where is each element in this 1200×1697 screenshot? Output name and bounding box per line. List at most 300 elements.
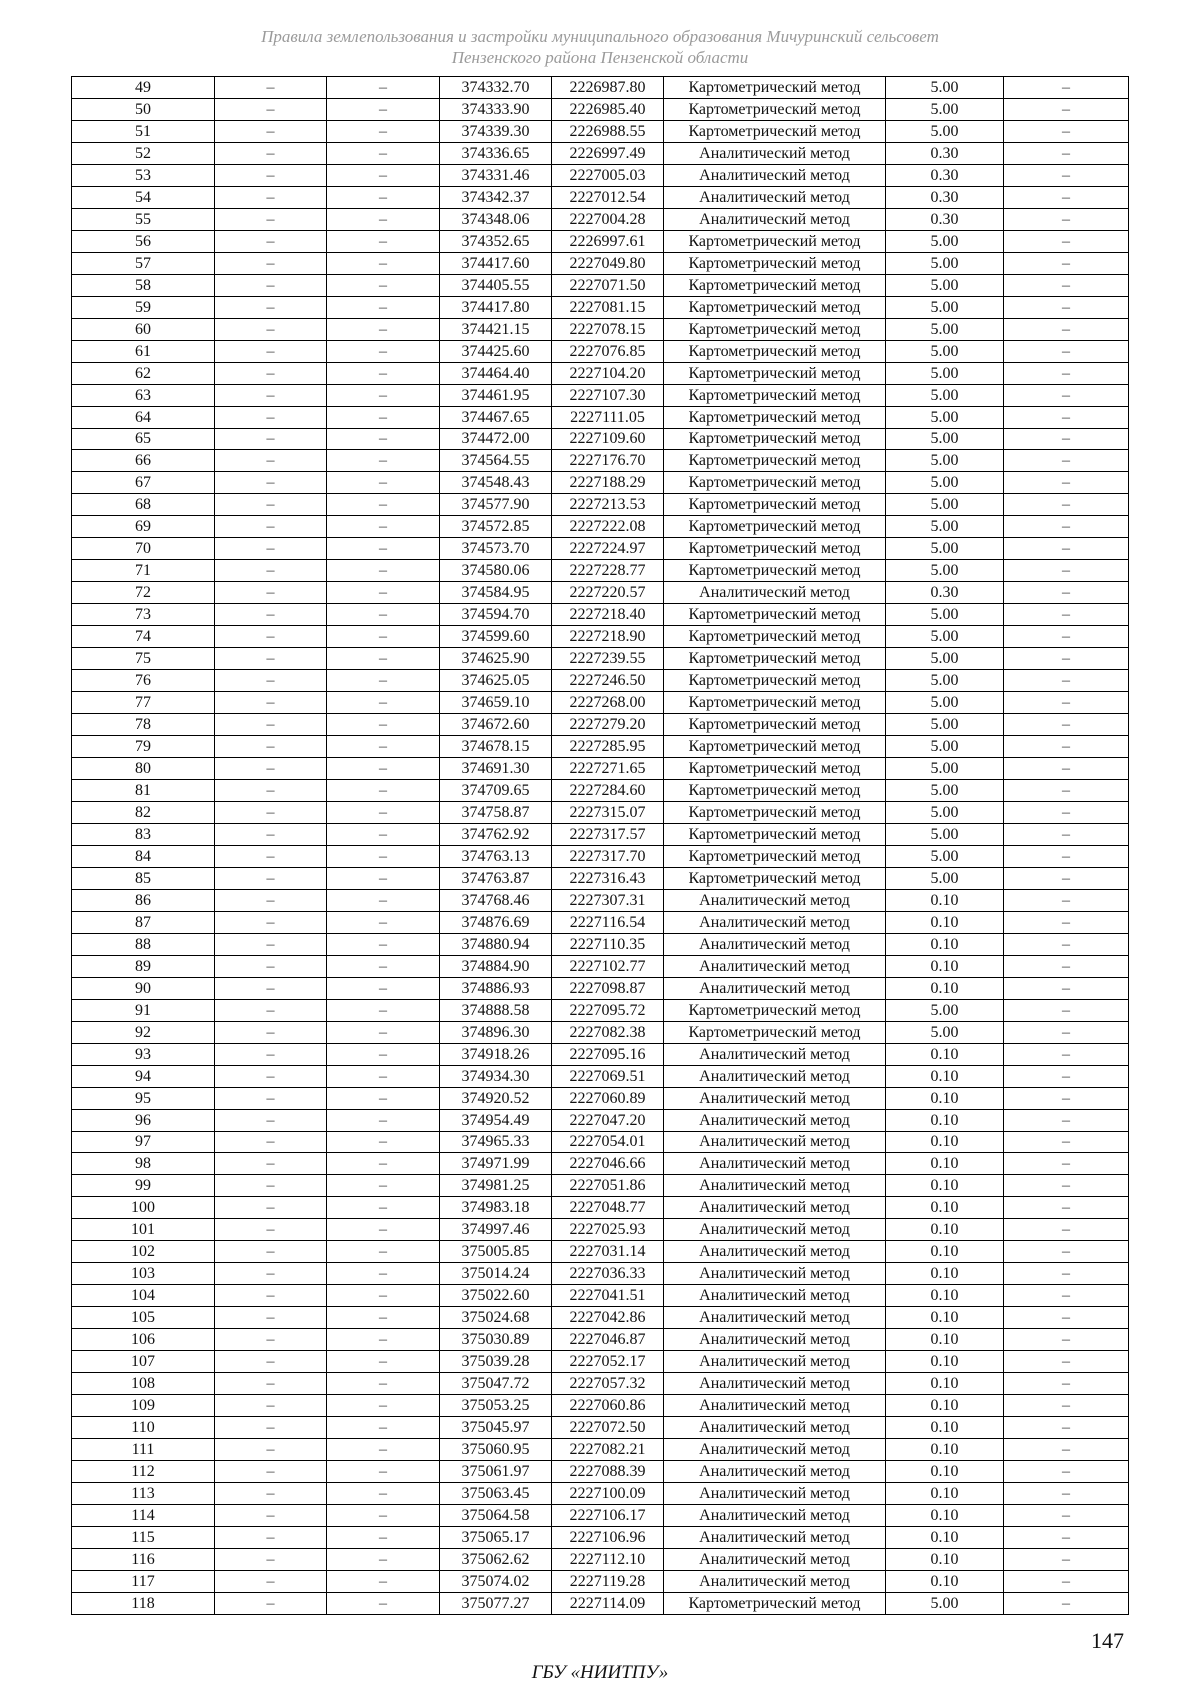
accuracy-cell: 0.10 [886,1109,1004,1131]
table-row [72,582,1129,604]
empty-cell: – [215,1570,327,1592]
point-number-cell: 79 [72,736,215,758]
empty-cell: – [327,406,440,428]
point-number-cell: 80 [72,758,215,780]
empty-cell: – [1004,208,1129,230]
y-coordinate-cell: 2227036.33 [552,1263,664,1285]
point-number-cell: 69 [72,516,215,538]
accuracy-cell: 0.10 [886,1263,1004,1285]
table-row [72,1329,1129,1351]
method-cell: Аналитический метод [664,1285,886,1307]
table-row [72,1021,1129,1043]
method-cell: Аналитический метод [664,1153,886,1175]
empty-cell: – [1004,1417,1129,1439]
y-coordinate-cell: 2227106.96 [552,1526,664,1548]
table-row [72,692,1129,714]
accuracy-cell: 0.30 [886,164,1004,186]
point-number-cell: 49 [72,77,215,99]
table-row [72,1219,1129,1241]
point-number-cell: 117 [72,1570,215,1592]
point-number-cell: 70 [72,538,215,560]
table-row [72,274,1129,296]
empty-cell: – [215,1461,327,1483]
empty-cell: – [327,780,440,802]
empty-cell: – [215,933,327,955]
empty-cell: – [215,472,327,494]
point-number-cell: 81 [72,780,215,802]
y-coordinate-cell: 2227069.51 [552,1065,664,1087]
empty-cell: – [1004,867,1129,889]
table-row [72,252,1129,274]
empty-cell: – [327,142,440,164]
point-number-cell: 52 [72,142,215,164]
x-coordinate-cell: 374762.92 [440,823,552,845]
y-coordinate-cell: 2227041.51 [552,1285,664,1307]
empty-cell: – [1004,1021,1129,1043]
empty-cell: – [215,1592,327,1614]
table-row [72,230,1129,252]
y-coordinate-cell: 2226987.80 [552,77,664,99]
empty-cell: – [215,955,327,977]
empty-cell: – [327,692,440,714]
point-number-cell: 68 [72,494,215,516]
method-cell: Картометрический метод [664,538,886,560]
point-number-cell: 60 [72,318,215,340]
method-cell: Картометрический метод [664,999,886,1021]
accuracy-cell: 0.10 [886,955,1004,977]
table-row [72,1109,1129,1131]
x-coordinate-cell: 374884.90 [440,955,552,977]
empty-cell: – [327,1395,440,1417]
x-coordinate-cell: 374573.70 [440,538,552,560]
accuracy-cell: 5.00 [886,274,1004,296]
empty-cell: – [215,142,327,164]
table-row [72,1153,1129,1175]
y-coordinate-cell: 2227057.32 [552,1373,664,1395]
point-number-cell: 53 [72,164,215,186]
method-cell: Аналитический метод [664,186,886,208]
y-coordinate-cell: 2227307.31 [552,889,664,911]
empty-cell: – [215,604,327,626]
y-coordinate-cell: 2227052.17 [552,1351,664,1373]
x-coordinate-cell: 374981.25 [440,1175,552,1197]
method-cell: Картометрический метод [664,648,886,670]
method-cell: Картометрический метод [664,670,886,692]
method-cell: Аналитический метод [664,1175,886,1197]
empty-cell: – [327,1351,440,1373]
empty-cell: – [327,428,440,450]
accuracy-cell: 5.00 [886,77,1004,99]
accuracy-cell: 0.10 [886,1439,1004,1461]
accuracy-cell: 0.10 [886,977,1004,999]
x-coordinate-cell: 375061.97 [440,1461,552,1483]
x-coordinate-cell: 375022.60 [440,1285,552,1307]
empty-cell: – [327,120,440,142]
method-cell: Аналитический метод [664,1087,886,1109]
x-coordinate-cell: 374577.90 [440,494,552,516]
accuracy-cell: 0.10 [886,1329,1004,1351]
page-footer: ГБУ «НИИТПУ» [531,1662,669,1683]
empty-cell: – [215,384,327,406]
accuracy-cell: 0.10 [886,933,1004,955]
table-row [72,1570,1129,1592]
x-coordinate-cell: 374625.05 [440,670,552,692]
empty-cell: – [1004,933,1129,955]
point-number-cell: 51 [72,120,215,142]
accuracy-cell: 5.00 [886,450,1004,472]
y-coordinate-cell: 2227102.77 [552,955,664,977]
empty-cell: – [215,164,327,186]
y-coordinate-cell: 2227048.77 [552,1197,664,1219]
x-coordinate-cell: 374584.95 [440,582,552,604]
empty-cell: – [327,1526,440,1548]
empty-cell: – [215,208,327,230]
point-number-cell: 73 [72,604,215,626]
method-cell: Картометрический метод [664,516,886,538]
x-coordinate-cell: 374348.06 [440,208,552,230]
accuracy-cell: 0.10 [886,911,1004,933]
table-row [72,1043,1129,1065]
x-coordinate-cell: 375077.27 [440,1592,552,1614]
empty-cell: – [1004,714,1129,736]
y-coordinate-cell: 2226988.55 [552,120,664,142]
table-row [72,164,1129,186]
y-coordinate-cell: 2227285.95 [552,736,664,758]
accuracy-cell: 0.10 [886,1307,1004,1329]
y-coordinate-cell: 2227012.54 [552,186,664,208]
table-row [72,516,1129,538]
table-row [72,911,1129,933]
table-body [72,77,1129,1615]
accuracy-cell: 5.00 [886,230,1004,252]
method-cell: Аналитический метод [664,1439,886,1461]
table-row [72,648,1129,670]
empty-cell: – [327,1307,440,1329]
empty-cell: – [215,823,327,845]
x-coordinate-cell: 374594.70 [440,604,552,626]
empty-cell: – [1004,1483,1129,1505]
x-coordinate-cell: 374405.55 [440,274,552,296]
x-coordinate-cell: 374417.60 [440,252,552,274]
empty-cell: – [215,274,327,296]
method-cell: Картометрический метод [664,450,886,472]
empty-cell: – [327,450,440,472]
empty-cell: – [215,560,327,582]
empty-cell: – [1004,406,1129,428]
method-cell: Аналитический метод [664,1526,886,1548]
y-coordinate-cell: 2227098.87 [552,977,664,999]
x-coordinate-cell: 374342.37 [440,186,552,208]
x-coordinate-cell: 374352.65 [440,230,552,252]
empty-cell: – [1004,230,1129,252]
point-number-cell: 108 [72,1373,215,1395]
accuracy-cell: 0.30 [886,208,1004,230]
method-cell: Картометрический метод [664,252,886,274]
empty-cell: – [1004,538,1129,560]
point-number-cell: 89 [72,955,215,977]
point-number-cell: 116 [72,1548,215,1570]
empty-cell: – [327,1241,440,1263]
empty-cell: – [1004,318,1129,340]
empty-cell: – [327,77,440,99]
method-cell: Аналитический метод [664,1329,886,1351]
empty-cell: – [327,801,440,823]
empty-cell: – [215,1263,327,1285]
accuracy-cell: 5.00 [886,362,1004,384]
empty-cell: – [327,604,440,626]
point-number-cell: 99 [72,1175,215,1197]
method-cell: Аналитический метод [664,1131,886,1153]
empty-cell: – [1004,1548,1129,1570]
accuracy-cell: 5.00 [886,758,1004,780]
empty-cell: – [327,384,440,406]
accuracy-cell: 0.30 [886,142,1004,164]
method-cell: Картометрический метод [664,780,886,802]
accuracy-cell: 0.10 [886,1131,1004,1153]
table-row [72,362,1129,384]
empty-cell: – [1004,780,1129,802]
table-row [72,714,1129,736]
point-number-cell: 91 [72,999,215,1021]
empty-cell: – [1004,1219,1129,1241]
accuracy-cell: 5.00 [886,736,1004,758]
empty-cell: – [1004,274,1129,296]
table-row [72,428,1129,450]
x-coordinate-cell: 374332.70 [440,77,552,99]
x-coordinate-cell: 374709.65 [440,780,552,802]
accuracy-cell: 0.10 [886,1504,1004,1526]
empty-cell: – [1004,1131,1129,1153]
empty-cell: – [215,186,327,208]
empty-cell: – [215,494,327,516]
empty-cell: – [327,626,440,648]
empty-cell: – [327,98,440,120]
method-cell: Аналитический метод [664,1373,886,1395]
y-coordinate-cell: 2227224.97 [552,538,664,560]
empty-cell: – [327,1570,440,1592]
empty-cell: – [1004,1087,1129,1109]
point-number-cell: 98 [72,1153,215,1175]
x-coordinate-cell: 375014.24 [440,1263,552,1285]
accuracy-cell: 0.10 [886,1197,1004,1219]
point-number-cell: 82 [72,801,215,823]
empty-cell: – [327,252,440,274]
table-row [72,670,1129,692]
method-cell: Аналитический метод [664,1065,886,1087]
method-cell: Картометрический метод [664,472,886,494]
table-row [72,560,1129,582]
table-row [72,1263,1129,1285]
empty-cell: – [215,1153,327,1175]
y-coordinate-cell: 2227095.72 [552,999,664,1021]
y-coordinate-cell: 2227046.66 [552,1153,664,1175]
accuracy-cell: 5.00 [886,494,1004,516]
empty-cell: – [215,780,327,802]
point-number-cell: 50 [72,98,215,120]
empty-cell: – [327,1219,440,1241]
empty-cell: – [1004,1065,1129,1087]
x-coordinate-cell: 375030.89 [440,1329,552,1351]
method-cell: Аналитический метод [664,1263,886,1285]
point-number-cell: 59 [72,296,215,318]
accuracy-cell: 0.10 [886,1395,1004,1417]
y-coordinate-cell: 2227109.60 [552,428,664,450]
empty-cell: – [327,823,440,845]
accuracy-cell: 5.00 [886,780,1004,802]
point-number-cell: 114 [72,1504,215,1526]
accuracy-cell: 5.00 [886,1021,1004,1043]
table-row [72,758,1129,780]
x-coordinate-cell: 374758.87 [440,801,552,823]
empty-cell: – [215,1219,327,1241]
accuracy-cell: 5.00 [886,428,1004,450]
empty-cell: – [1004,648,1129,670]
empty-cell: – [1004,98,1129,120]
method-cell: Картометрический метод [664,801,886,823]
point-number-cell: 102 [72,1241,215,1263]
table-row [72,933,1129,955]
y-coordinate-cell: 2227222.08 [552,516,664,538]
empty-cell: – [1004,758,1129,780]
empty-cell: – [1004,977,1129,999]
point-number-cell: 107 [72,1351,215,1373]
y-coordinate-cell: 2227054.01 [552,1131,664,1153]
x-coordinate-cell: 374920.52 [440,1087,552,1109]
point-number-cell: 65 [72,428,215,450]
empty-cell: – [1004,1439,1129,1461]
point-number-cell: 66 [72,450,215,472]
method-cell: Картометрический метод [664,318,886,340]
y-coordinate-cell: 2227082.38 [552,1021,664,1043]
accuracy-cell: 5.00 [886,999,1004,1021]
y-coordinate-cell: 2227047.20 [552,1109,664,1131]
accuracy-cell: 5.00 [886,252,1004,274]
empty-cell: – [215,977,327,999]
table-row [72,1373,1129,1395]
y-coordinate-cell: 2227088.39 [552,1461,664,1483]
accuracy-cell: 5.00 [886,384,1004,406]
empty-cell: – [1004,1504,1129,1526]
method-cell: Аналитический метод [664,1483,886,1505]
empty-cell: – [327,472,440,494]
empty-cell: – [1004,164,1129,186]
x-coordinate-cell: 374461.95 [440,384,552,406]
empty-cell: – [327,933,440,955]
method-cell: Аналитический метод [664,142,886,164]
x-coordinate-cell: 374599.60 [440,626,552,648]
table-row [72,1241,1129,1263]
empty-cell: – [1004,1570,1129,1592]
x-coordinate-cell: 374876.69 [440,911,552,933]
accuracy-cell: 5.00 [886,406,1004,428]
empty-cell: – [1004,889,1129,911]
accuracy-cell: 0.10 [886,889,1004,911]
method-cell: Аналитический метод [664,1395,886,1417]
x-coordinate-cell: 374333.90 [440,98,552,120]
empty-cell: – [215,98,327,120]
y-coordinate-cell: 2227119.28 [552,1570,664,1592]
empty-cell: – [215,867,327,889]
empty-cell: – [215,801,327,823]
x-coordinate-cell: 374672.60 [440,714,552,736]
x-coordinate-cell: 374472.00 [440,428,552,450]
y-coordinate-cell: 2227317.57 [552,823,664,845]
table-row [72,626,1129,648]
point-number-cell: 75 [72,648,215,670]
empty-cell: – [215,626,327,648]
method-cell: Картометрический метод [664,758,886,780]
empty-cell: – [1004,1109,1129,1131]
method-cell: Картометрический метод [664,77,886,99]
method-cell: Картометрический метод [664,362,886,384]
empty-cell: – [215,120,327,142]
y-coordinate-cell: 2227114.09 [552,1592,664,1614]
empty-cell: – [327,1131,440,1153]
empty-cell: – [1004,1285,1129,1307]
accuracy-cell: 0.10 [886,1219,1004,1241]
y-coordinate-cell: 2227046.87 [552,1329,664,1351]
method-cell: Аналитический метод [664,933,886,955]
table-row [72,780,1129,802]
running-header [150,26,1050,68]
x-coordinate-cell: 375039.28 [440,1351,552,1373]
accuracy-cell: 0.10 [886,1461,1004,1483]
method-cell: Аналитический метод [664,1109,886,1131]
accuracy-cell: 5.00 [886,1592,1004,1614]
method-cell: Аналитический метод [664,911,886,933]
y-coordinate-cell: 2227213.53 [552,494,664,516]
method-cell: Картометрический метод [664,1021,886,1043]
point-number-cell: 93 [72,1043,215,1065]
empty-cell: – [327,516,440,538]
y-coordinate-cell: 2227104.20 [552,362,664,384]
table-row [72,472,1129,494]
y-coordinate-cell: 2227316.43 [552,867,664,889]
table-row [72,340,1129,362]
empty-cell: – [327,538,440,560]
x-coordinate-cell: 374886.93 [440,977,552,999]
empty-cell: – [327,1197,440,1219]
table-row [72,1285,1129,1307]
empty-cell: – [327,1043,440,1065]
empty-cell: – [327,230,440,252]
empty-cell: – [215,736,327,758]
point-number-cell: 87 [72,911,215,933]
empty-cell: – [215,582,327,604]
table-row [72,186,1129,208]
table-row [72,1417,1129,1439]
x-coordinate-cell: 375024.68 [440,1307,552,1329]
x-coordinate-cell: 374625.90 [440,648,552,670]
empty-cell: – [215,845,327,867]
empty-cell: – [1004,604,1129,626]
empty-cell: – [327,560,440,582]
empty-cell: – [327,494,440,516]
empty-cell: – [327,186,440,208]
accuracy-cell: 0.10 [886,1483,1004,1505]
point-number-cell: 57 [72,252,215,274]
x-coordinate-cell: 374768.46 [440,889,552,911]
empty-cell: – [327,758,440,780]
empty-cell: – [215,714,327,736]
y-coordinate-cell: 2226997.49 [552,142,664,164]
empty-cell: – [1004,1329,1129,1351]
x-coordinate-cell: 375062.62 [440,1548,552,1570]
point-number-cell: 96 [72,1109,215,1131]
accuracy-cell: 5.00 [886,120,1004,142]
empty-cell: – [215,362,327,384]
y-coordinate-cell: 2227116.54 [552,911,664,933]
